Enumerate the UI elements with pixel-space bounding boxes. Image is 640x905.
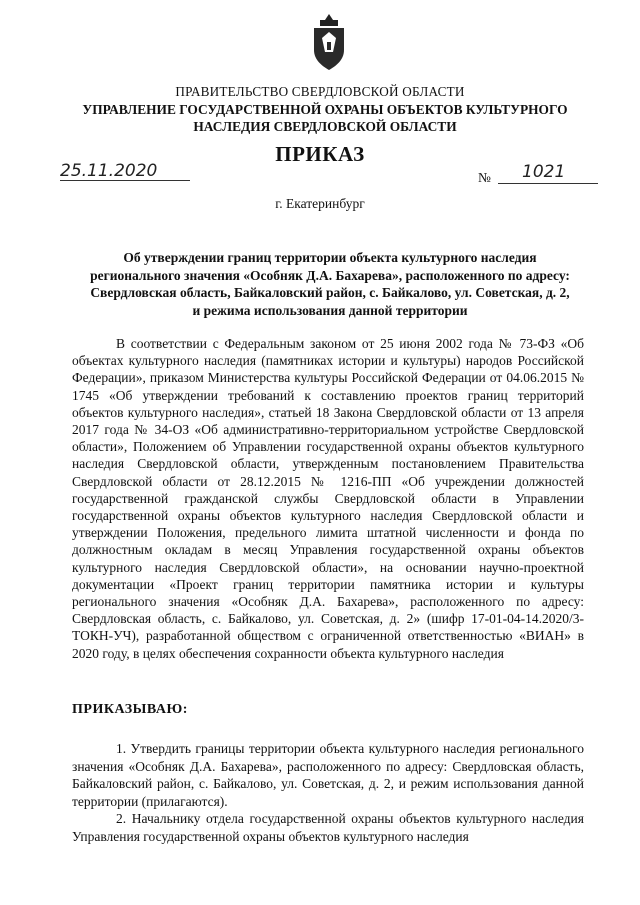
order-heading: ПРИКАЗЫВАЮ: (72, 702, 188, 717)
city: г. Екатеринбург (275, 196, 365, 211)
order-items (72, 740, 584, 845)
document-title: ПРИКАЗ (275, 142, 365, 166)
number-label: № (478, 170, 491, 185)
order-item-2: 2. Начальнику отдела государственной охраны объектов культурного наследия Управления государственной охраны объектов культурного наследия (72, 811, 584, 844)
coat-of-arms-icon (308, 12, 350, 72)
preamble (72, 335, 584, 662)
order-date: 25.11.2020 (60, 162, 190, 181)
government-name: ПРАВИТЕЛЬСТВО СВЕРДЛОВСКОЙ ОБЛАСТИ (175, 84, 465, 99)
order-item-1: 1. Утвердить границы территории объекта культурного наследия регионального значения «Особняк Д.А. Бахарева», расположенного по адресу: Свердловская область, Байкаловский район, с. Байкалово, ул. Советская, д. 2, и режим использования данной территории (прилагаются). (72, 741, 584, 809)
preamble-paragraph: В соответствии с Федеральным законом от 25 июня 2002 года № 73-ФЗ «Об объектах культурного наследия (памятниках истории и культуры) народов Российской Федерации», приказом Министерства культуры Российской Федерации от 04.06.2015 № 1745 «Об утверждении требований к составлению проектов границ территорий объектов культурного наследия», статьей 18 Закона Свердловской области от 13 апреля 2017 года № 34-ОЗ «Об административно-территориальном устройстве Свердловской области», Положением об Управлении государственной охраны объектов культурного наследия Свердловской области, утвержденным постановлением Правительства Свердловской области от 28.12.2015 № 1216-ПП «Об учреждении должностей государственной гражданской службы Свердловской области в Управлении государственной охраны объектов культурного наследия Свердловской области и утверждении Положения, предельного лимита штатной численности и фонда по должностным окладам в месяц Управления государственной охраны объектов культурного наследия Свердловской области», на основании научно-проектной документации «Проект границ территории памятника истории и культуры регионального значения «Особняк Д.А. Бахарева», расположенного по адресу: Свердловская область, с. Байкалово, ул. Советская, д. 2» (шифр 17-01-04-14.2020/3-ТОКН-УЧ), разработанной обществом с ограниченной ответственностью «ВИАН» в 2020 году, в целях обеспечения сохранности объекта культурного наследия (72, 336, 584, 661)
order-subject: Об утверждении границ территории объекта культурного наследия регионального значения «Особняк Д.А. Бахарева», расположенного по адресу: Свердловская область, Байкаловский район, с. Байкалово, ул. Советская, д. 2, и режима использования данной территории (90, 250, 570, 318)
order-number: 1021 (522, 162, 566, 182)
number-underline (498, 183, 598, 184)
department-name: УПРАВЛЕНИЕ ГОСУДАРСТВЕННОЙ ОХРАНЫ ОБЪЕКТОВ КУЛЬТУРНОГО НАСЛЕДИЯ СВЕРДЛОВСКОЙ ОБЛАСТИ (82, 102, 568, 134)
